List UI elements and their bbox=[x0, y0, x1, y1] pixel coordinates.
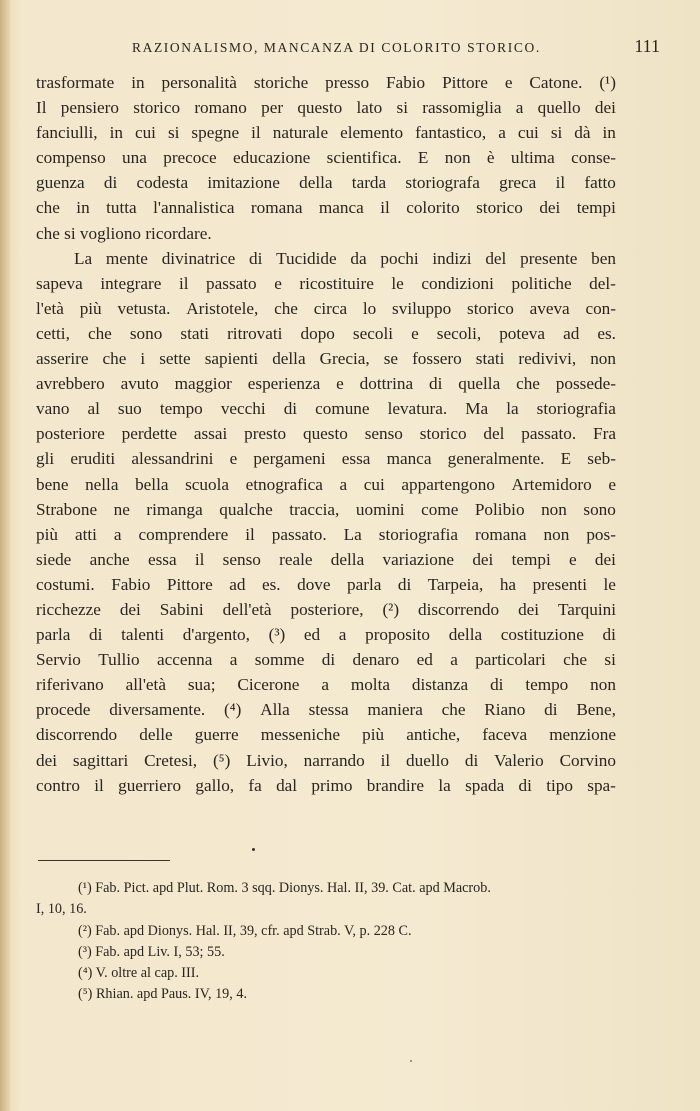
footnote-5: (⁵) Rhian. apd Paus. IV, 19, 4. bbox=[78, 986, 248, 1003]
text-line: procede diversamente. (⁴) Alla stessa maniera che Riano di Bene, bbox=[36, 700, 616, 720]
text-line: siede anche essa il senso reale della variazione dei tempi e dei bbox=[36, 549, 616, 569]
text-line: Strabone ne rimanga qualche traccia, uomini come Polibio non sono bbox=[36, 499, 616, 519]
text-line: contro il guerriero gallo, fa dal primo brandire la spada di tipo spa- bbox=[36, 775, 616, 795]
text-line: più atti a comprendere il passato. La storiografia romana non pos- bbox=[36, 524, 616, 544]
text-line: guenza di codesta imitazione della tarda storiografa greca il fatto bbox=[36, 173, 616, 193]
text-line: asserire che i sette sapienti della Grecia, se fossero stati redivivi, non bbox=[36, 349, 616, 369]
text-line: La mente divinatrice di Tucidide da pochi indizi del presente ben bbox=[74, 248, 616, 268]
text-line: sapeva integrare il passato e ricostituire le condizioni politiche del- bbox=[36, 273, 616, 293]
text-line: parla di talenti d'argento, (³) ed a proposito della costituzione di bbox=[36, 625, 616, 645]
text-line: avrebbero avuto maggior esperienza e dottrina di quella che possede- bbox=[36, 374, 616, 394]
page-header bbox=[36, 36, 664, 64]
body-text bbox=[36, 70, 616, 798]
text-line: vano al suo tempo vecchi di comune levatura. Ma la storiografia bbox=[36, 399, 616, 419]
text-line: compenso una precoce educazione scientifica. E non è ultima conse- bbox=[36, 148, 616, 168]
text-line: gli eruditi alessandrini e pergameni essa manca generalmente. E seb- bbox=[36, 449, 616, 469]
text-line: dei sagittari Cretesi, (⁵) Livio, narrando il duello di Valerio Corvino bbox=[36, 750, 616, 770]
text-line: fanciulli, in cui si spegne il naturale elemento fantastico, a cui si dà in bbox=[36, 123, 616, 143]
footnote-divider bbox=[38, 860, 170, 861]
page-spine-edge bbox=[0, 0, 10, 1111]
print-dot bbox=[252, 848, 255, 851]
running-head: RAZIONALISMO, MANCANZA DI COLORITO STORICO. bbox=[132, 40, 541, 55]
text-line: riferivano all'età sua; Cicerone a molta distanza di tempo non bbox=[36, 675, 616, 695]
footnote-1-continuation: I, 10, 16. bbox=[36, 901, 87, 918]
paper-speck bbox=[410, 1060, 412, 1062]
footnotes bbox=[36, 878, 616, 1006]
footnote-4: (⁴) V. oltre al cap. III. bbox=[78, 965, 200, 982]
text-line: trasformate in personalità storiche presso Fabio Pittore e Catone. (¹) bbox=[36, 73, 616, 92]
text-line: l'età più vetusta. Aristotele, che circa lo sviluppo storico aveva con- bbox=[36, 298, 616, 318]
text-line: che si vogliono ricordare. bbox=[36, 223, 212, 243]
text-line: Servio Tullio accenna a somme di denaro ed a particolari che si bbox=[36, 650, 616, 670]
text-line: che in tutta l'annalistica romana manca il colorito storico dei tempi bbox=[36, 198, 616, 218]
text-line: Il pensiero storico romano per questo lato si rassomiglia a quello dei bbox=[36, 98, 616, 118]
text-line: posteriore perdette assai presto questo senso storico del passato. Fra bbox=[36, 424, 616, 444]
text-line: costumi. Fabio Pittore ad es. dove parla di Tarpeia, ha presenti le bbox=[36, 574, 616, 594]
text-line: bene nella bella scuola etnografica a cui appartengono Artemidoro e bbox=[36, 474, 616, 494]
footnote-2: (²) Fab. apd Dionys. Hal. II, 39, cfr. apd Strab. V, p. 228 C. bbox=[78, 922, 412, 939]
text-line: discorrendo delle guerre messeniche più antiche, faceva menzione bbox=[36, 725, 616, 745]
footnote-1: (¹) Fab. Pict. apd Plut. Rom. 3 sqq. Dionys. Hal. II, 39. Cat. apd Macrob. bbox=[78, 880, 491, 896]
text-line: cetti, che sono stati ritrovati dopo secoli e secoli, poteva ad es. bbox=[36, 323, 616, 343]
page-number: 111 bbox=[634, 36, 660, 56]
text-line: ricchezze dei Sabini dell'età posteriore, (²) discorrendo dei Tarquini bbox=[36, 599, 616, 619]
footnote-3: (³) Fab. apd Liv. I, 53; 55. bbox=[78, 943, 225, 960]
